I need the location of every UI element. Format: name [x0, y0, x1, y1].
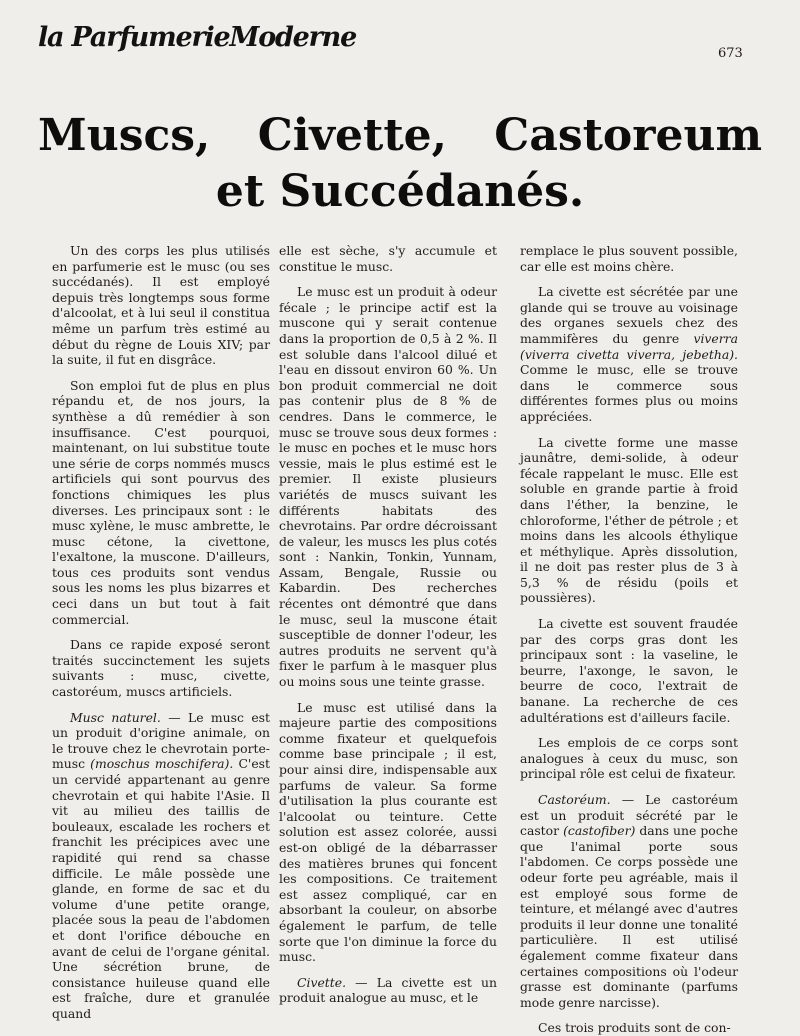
section-lead: Civette. [297, 974, 347, 990]
masthead-logo: la ParfumerieModerne [38, 22, 357, 53]
title-line-2: et Succédanés. [215, 166, 585, 217]
paragraph: Son emploi fut de plus en plus répandu et, de nos jours, la synthèse a dû remédier à son insuffisance. C'est pourquoi, maintenant, on lui substitue toute une série de corps nommés muscs artificiels qui sont pourvus des fonctions chimiques les plus diverses. Les principaux sont : le musc xylène, le musc ambrette, le musc cétone, la civettone, l'exaltone, la muscone. D'ailleurs, tous ces produits sont vendus sous les noms les plus bizarres et ceci dans un but tout à fait commercial. [52, 377, 270, 627]
article-title [20, 108, 780, 220]
paragraph [52, 710, 270, 1022]
text-run: La civette est sécrétée par une glande qui se trouve au voisinage des organes sexuels chez des mammifères du genre [520, 284, 738, 346]
latin-name: viverra (viverra civetta viverra, jebetha). [520, 330, 738, 362]
paragraph: Le musc est un produit à odeur fécale ; le principe actif est la muscone qui y serait contenue dans la proportion de 0,5 à 2 %. Il est soluble dans l'alcool dilué et l'eau en dissout environ 60 %. Un bon produit commercial ne doit pas contenir plus de 8 % de cendres. Dans le commerce, le musc se trouve sous deux formes : le musc en poches et le musc hors vessie, mais le plus estimé est le premier. Il existe plusieurs variétés de muscs suivant les différents habitats des chevrotains. Par ordre décroissant de valeur, les muscs les plus cotés sont : Nankin, Tonkin, Yunnam, Assam, Bengale, Russie ou Kabardin. Des recherches récentes ont démontré que dans le musc, seul la muscone était susceptible de donner l'odeur, les autres produits ne servent qu'à fixer le parfum à le masquer plus ou moins sous une teinte grasse. [279, 284, 497, 690]
paragraph: Le musc est utilisé dans la majeure partie des compositions comme fixateur et quelquefois comme base principale ; il est, pour ainsi dire, indispensable aux parfums de valeur. Sa forme d'utilisation la plus courante est l'alcoolat ou teinture. Cette solution est assez colorée, aussi est-on obligé de la débarrasser des matières brunes qui foncent les compositions. Ce traitement est assez compliqué, car en absorbant la couleur, on absorbe également le parfum, de telle sorte que l'on diminue la force du musc. [279, 699, 497, 965]
section-lead: Castoréum. [538, 792, 611, 807]
paragraph: La civette forme une masse jaunâtre, demi-solide, à odeur fécale rappelant le musc. Elle est soluble en grande partie à froid dans l'éther, la benzine, le chloroforme, l'éther de pétrole ; et moins dans les alcools éthylique et méthylique. Après dissolution, il ne doit pas rester plus de 3 à 5,3 % de résidu (poils et poussières). [520, 434, 738, 606]
text-run: — Le castoréum est un produit sécrété par le castor [520, 792, 738, 839]
title-line-1: Muscs, Civette, Castoreum [38, 110, 762, 161]
section-lead: Musc naturel. [70, 709, 161, 725]
latin-name: (castofiber) [563, 823, 636, 839]
text-run: — La civette est un produit analogue au musc, et le [279, 974, 497, 1006]
paragraph: Les emplois de ce corps sont analogues à ceux du musc, son principal rôle est celui de fixateur. [520, 735, 738, 782]
paragraph [520, 792, 738, 1010]
paragraph: Un des corps les plus utilisés en parfumerie est le musc (ou ses succédanés). Il est employé depuis très longtemps sous forme d'alcoolat, et à lui seul il constitua même un parfum très estimé au début du règne de Louis XIV; par la suite, il fut en disgrâce. [52, 243, 270, 368]
paragraph: La civette est souvent fraudée par des corps gras dont les principaux sont : la vaseline, le beurre, l'axonge, le savon, le beurre de coco, l'extrait de banane. La recherche de ces adultérations est d'ailleurs facile. [520, 616, 738, 725]
column-2 [279, 243, 497, 1006]
paragraph: Dans ce rapide exposé seront traités succinctement les sujets suivants : musc, civette, castoréum, muscs artificiels. [52, 637, 270, 700]
paragraph [520, 284, 738, 424]
text-run: dans une poche que l'animal porte sous l'abdomen. Ce corps possède une odeur forte peu agréable, mais il est employé sous forme de teinture, et mélangé avec d'autres produits il leur donne une tonalité particulière. Il est utilisé également comme fixateur dans certaines compositions où l'odeur grasse est dominante (parfums mode genre narcisse). [520, 823, 738, 1010]
column-1 [52, 243, 270, 1022]
paragraph [279, 975, 497, 1006]
text-run: C'est un cervidé appartenant au genre chevrotain et qui habite l'Asie. Il vit au milieu des taillis de bouleaux, escalade les rochers et franchit les précipices avec une rapidité qui rend sa chasse difficile. Le mâle possède une glande, en forme de sac et du volume d'une petite orange, placée sous la peau de l'abdomen et dont l'orifice débouche en avant de celui de l'organe génital. Une sécrétion brune, de consistance huileuse quand elle est fraîche, dure et granulée quand [52, 756, 270, 1021]
page-number: 673 [718, 46, 743, 61]
paragraph: Ces trois produits sont de con- [538, 1020, 731, 1036]
paragraph: remplace le plus souvent possible, car elle est moins chère. [520, 243, 738, 274]
column-3 [520, 243, 738, 1036]
text-run: Comme le musc, elle se trouve dans le commerce sous différentes formes plus ou moins appréciées. [520, 362, 738, 424]
latin-name: (moschus moschifera). [90, 756, 234, 772]
paragraph: elle est sèche, s'y accumule et constitue le musc. [279, 243, 497, 274]
text-run: — Le musc est un produit d'origine animale, on le trouve chez le chevrotain porte-musc [52, 709, 271, 772]
